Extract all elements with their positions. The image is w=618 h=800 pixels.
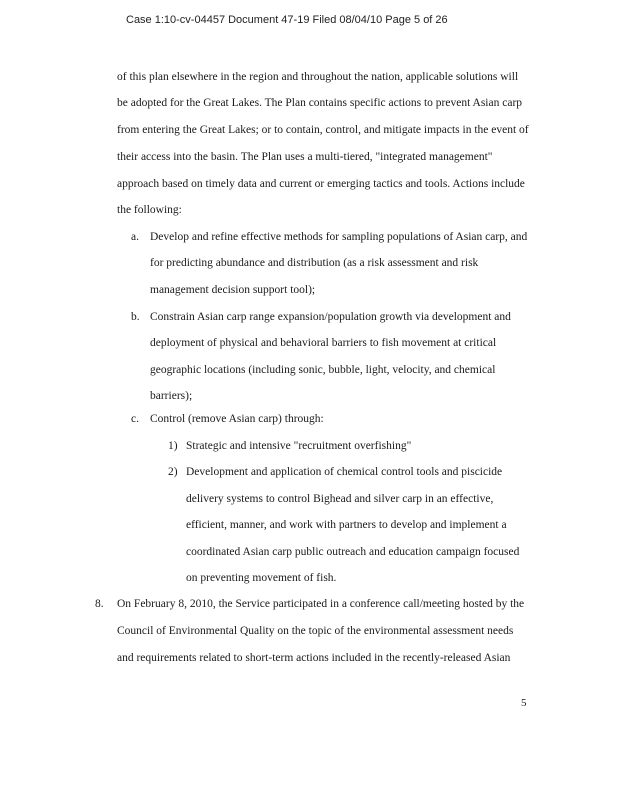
sub-item-2-line: coordinated Asian carp public outreach and education campaign focused: [186, 546, 520, 558]
sub-marker-2: 2): [168, 466, 178, 478]
list-item-a-line: Develop and refine effective methods for sampling populations of Asian carp, and: [150, 231, 528, 243]
list-item-b-line: geographic locations (including sonic, bubble, light, velocity, and chemical: [150, 364, 496, 376]
sub-item-2-line: delivery systems to control Bighead and silver carp in an effective,: [186, 493, 494, 505]
sub-item-1-line: Strategic and intensive "recruitment overfishing": [186, 440, 412, 452]
list-item-b-line: Constrain Asian carp range expansion/population growth via development and: [150, 311, 511, 323]
list-item-a-line: management decision support tool);: [150, 284, 316, 296]
list-item-b-line: barriers);: [150, 390, 193, 402]
list-item-b-line: deployment of physical and behavioral barriers to fish movement at critical: [150, 337, 497, 349]
sub-item-2-line: on preventing movement of fish.: [186, 572, 337, 584]
list-item-a-line: for predicting abundance and distribution (as a risk assessment and risk: [150, 257, 479, 269]
body-line: their access into the basin. The Plan uses a multi-tiered, "integrated management": [117, 151, 493, 163]
body-line: from entering the Great Lakes; or to contain, control, and mitigate impacts in the event of: [117, 124, 529, 136]
sub-item-2-line: efficient, manner, and work with partners to develop and implement a: [186, 519, 507, 531]
body-line: the following:: [117, 204, 182, 216]
page-number: 5: [521, 697, 527, 709]
list-marker-c: c.: [131, 413, 139, 425]
paragraph-8-line: Council of Environmental Quality on the topic of the environmental assessment needs: [117, 625, 514, 637]
body-line: approach based on timely data and current or emerging tactics and tools. Actions include: [117, 178, 525, 190]
body-line: of this plan elsewhere in the region and throughout the nation, applicable solutions will: [117, 71, 519, 83]
list-item-c-line: Control (remove Asian carp) through:: [150, 413, 324, 425]
case-header: Case 1:10-cv-04457 Document 47-19 Filed 08/04/10 Page 5 of 26: [126, 14, 448, 26]
body-line: be adopted for the Great Lakes. The Plan contains specific actions to prevent Asian carp: [117, 97, 523, 109]
list-marker-a: a.: [131, 231, 139, 243]
list-marker-b: b.: [131, 311, 140, 323]
sub-item-2-line: Development and application of chemical control tools and piscicide: [186, 466, 503, 478]
paragraph-number: 8.: [95, 598, 104, 610]
paragraph-8-line: On February 8, 2010, the Service participated in a conference call/meeting hosted by the: [117, 598, 525, 610]
sub-marker-1: 1): [168, 440, 178, 452]
paragraph-8-line: and requirements related to short-term actions included in the recently-released Asian: [117, 652, 511, 664]
